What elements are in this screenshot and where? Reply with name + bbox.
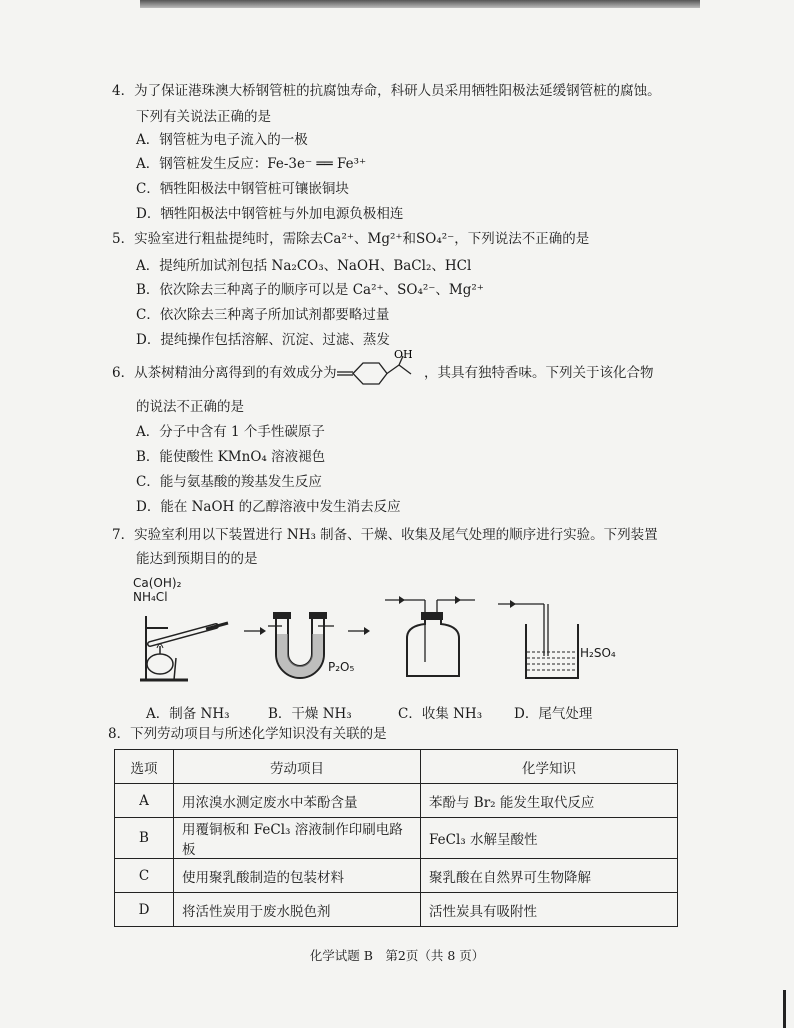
- q5-stem: 5．实验室进行粗盐提纯时，需除去Ca²⁺、Mg²⁺和SO₄²⁻，下列说法不正确的是: [112, 231, 590, 247]
- label-h2so4: H₂SO₄: [580, 646, 616, 660]
- row-label: B: [115, 818, 174, 859]
- row-labor: 用覆铜板和 FeCl₃ 溶液制作印刷电路板: [174, 818, 421, 859]
- row-label: C: [115, 859, 174, 893]
- header-labor: 劳动项目: [174, 750, 421, 784]
- q8-table: [114, 749, 678, 927]
- q5-option-b: B．依次除去三种离子的顺序可以是 Ca²⁺、SO₄²⁻、Mg²⁺: [136, 282, 484, 298]
- scan-edge: [783, 990, 786, 1028]
- header-knowledge: 化学知识: [421, 750, 678, 784]
- q4-stem-line2: 下列有关说法正确的是: [136, 109, 271, 125]
- q6-stem-post: ，其具有独特香味。下列关于该化合物: [424, 365, 654, 381]
- oh-label: OH: [394, 350, 413, 361]
- row-label: A: [115, 784, 174, 818]
- q5-option-a: A．提纯所加试剂包括 Na₂CO₃、NaOH、BaCl₂、HCl: [136, 258, 472, 274]
- q4-option-d: D．牺牲阳极法中钢管桩与外加电源负极相连: [136, 206, 404, 222]
- table-row: [115, 784, 678, 818]
- row-knowledge: 活性炭具有吸附性: [421, 893, 678, 927]
- q5-option-c: C．依次除去三种离子所加试剂都要略过量: [136, 307, 390, 323]
- q7-option-b: B．干燥 NH₃: [268, 706, 352, 722]
- row-knowledge: FeCl₃ 水解呈酸性: [421, 818, 678, 859]
- page-footer: 化学试题 B 第2页（共 8 页）: [309, 948, 485, 963]
- row-label: D: [115, 893, 174, 927]
- row-knowledge: 苯酚与 Br₂ 能发生取代反应: [421, 784, 678, 818]
- q6-stem-line2: 的说法不正确的是: [136, 399, 244, 415]
- q4-option-b: A．钢管桩发生反应：Fe-3e⁻ ══ Fe³⁺: [136, 156, 367, 172]
- row-labor: 使用聚乳酸制造的包装材料: [174, 859, 421, 893]
- table-header-row: [115, 750, 678, 784]
- q7-option-c: C．收集 NH₃: [398, 706, 483, 722]
- q6-option-a: A．分子中含有 1 个手性碳原子: [136, 424, 325, 440]
- q4-option-a: A．钢管桩为电子流入的一极: [136, 132, 308, 148]
- row-knowledge: 聚乳酸在自然界可生物降解: [421, 859, 678, 893]
- q6-option-c: C．能与氨基酸的羧基发生反应: [136, 474, 322, 490]
- header-option: 选项: [115, 750, 174, 784]
- q7-stem: 7．实验室利用以下装置进行 NH₃ 制备、干燥、收集及尾气处理的顺序进行实验。下列装置: [112, 527, 658, 543]
- apparatus-c-bottle: [385, 590, 485, 682]
- terpineol-structure: [333, 350, 423, 390]
- q6-option-b: B．能使酸性 KMnO₄ 溶液褪色: [136, 449, 326, 465]
- table-row: [115, 859, 678, 893]
- q8-stem: 8．下列劳动项目与所述化学知识没有关联的是: [108, 726, 387, 742]
- table-row: [115, 893, 678, 927]
- q5-option-d: D．提纯操作包括溶解、沉淀、过滤、蒸发: [136, 332, 390, 348]
- label-caoh2: Ca(OH)₂: [133, 576, 182, 590]
- q7-option-a: A．制备 NH₃: [146, 706, 230, 722]
- arrow-icon: [348, 626, 370, 636]
- row-labor: 用浓溴水测定废水中苯酚含量: [174, 784, 421, 818]
- q7-option-d: D．尾气处理: [514, 706, 593, 722]
- label-nh4cl: NH₄Cl: [133, 590, 168, 604]
- q7-stem-line2: 能达到预期目的的是: [136, 551, 258, 567]
- q6-option-d: D．能在 NaOH 的乙醇溶液中发生消去反应: [136, 499, 401, 515]
- apparatus-d-beaker: [496, 594, 586, 684]
- scan-artifact: [140, 0, 700, 8]
- arrow-icon: [244, 626, 266, 636]
- q4-stem: 4．为了保证港珠澳大桥钢管桩的抗腐蚀寿命，科研人员采用牺牲阳极法延缓钢管桩的腐蚀。: [112, 83, 661, 99]
- row-labor: 将活性炭用于废水脱色剂: [174, 893, 421, 927]
- label-p2o5: P₂O₅: [328, 660, 355, 674]
- q4-option-c: C．牺牲阳极法中钢管桩可镶嵌铜块: [136, 181, 349, 197]
- table-row: [115, 818, 678, 859]
- q6-stem-pre: 6．从茶树精油分离得到的有效成分为: [112, 365, 337, 381]
- apparatus-a-heating: [128, 598, 238, 686]
